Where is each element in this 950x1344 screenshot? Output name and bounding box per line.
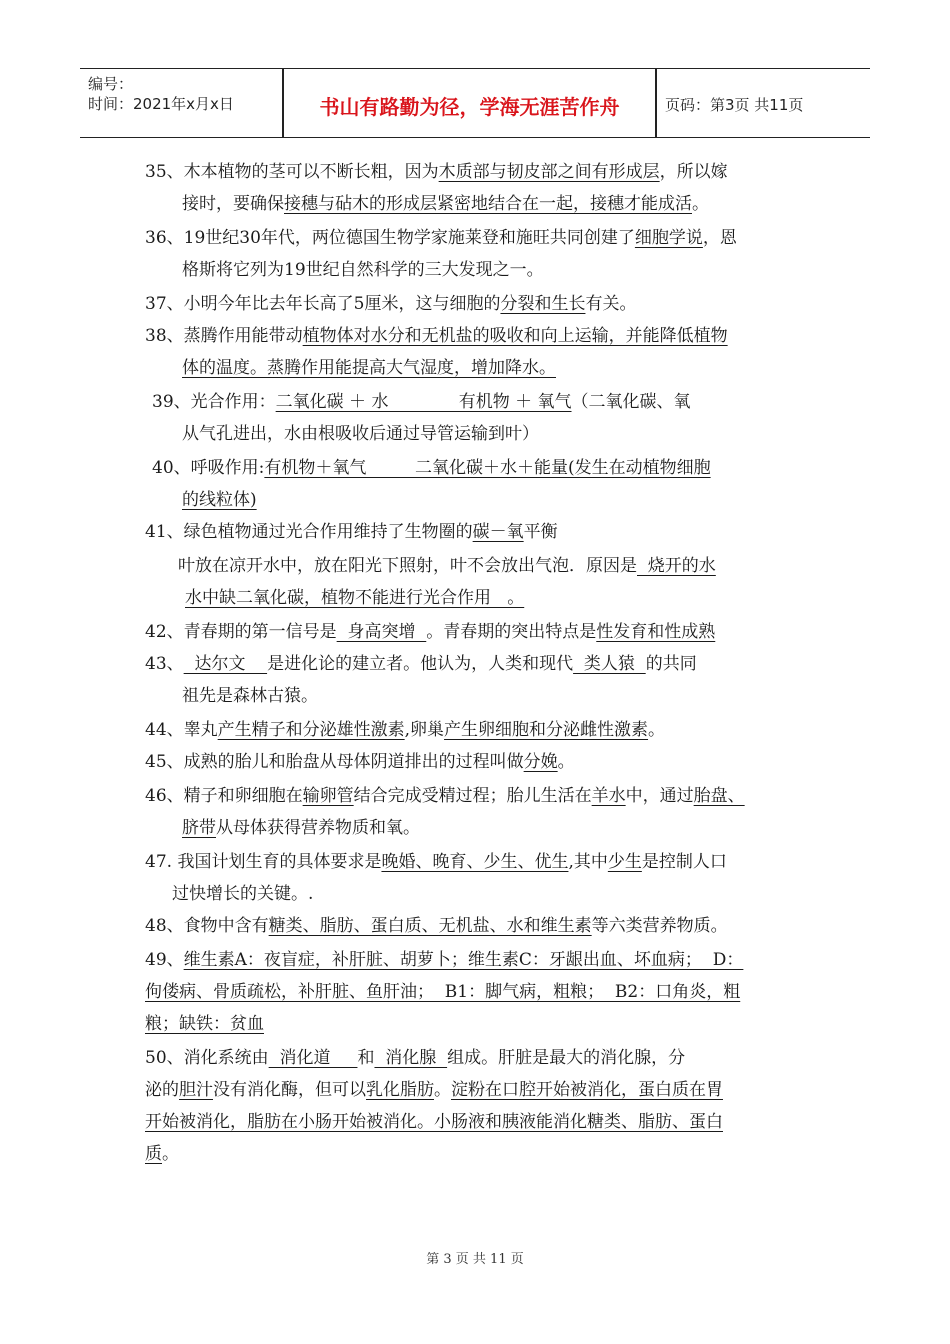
underlined-answer: 产生卵细胞和分泌雌性激素 xyxy=(444,720,649,740)
underlined-answer: 有机物＋氧气 二氧化碳＋水＋能量(发生在动植物细胞 xyxy=(264,458,711,478)
text-segment: 42、青春期的第一信号是 xyxy=(145,622,337,642)
text-line xyxy=(152,456,711,480)
text-segment: 的共同 xyxy=(645,654,697,674)
underlined-answer: 性发育和性成熟 xyxy=(596,622,716,642)
text-segment: 组成。肝脏是最大的消化腺，分 xyxy=(447,1048,686,1068)
underlined-answer: 消化道 xyxy=(268,1048,358,1068)
underlined-answer: 身高突增 xyxy=(336,622,427,642)
text-segment: 。 xyxy=(162,1144,179,1164)
text-segment: 过快增长的关键。. xyxy=(172,884,314,904)
underlined-answer: 质 xyxy=(145,1144,162,1164)
text-segment: 43、 xyxy=(145,654,184,674)
text-line xyxy=(182,422,539,446)
text-segment: 35、木本植物的茎可以不断长粗，因为 xyxy=(145,162,439,182)
text-segment: 等六类营养物质。 xyxy=(591,916,728,936)
text-segment: 37、小明今年比去年长高了5厘米，这与细胞的 xyxy=(145,294,501,314)
text-line xyxy=(145,750,575,774)
text-segment: 48、食物中含有 xyxy=(145,916,269,936)
text-segment: 50、消化系统由 xyxy=(145,1048,269,1068)
text-segment: 祖先是森林古猿。 xyxy=(182,686,318,706)
underlined-answer: 的线粒体) xyxy=(182,490,257,510)
text-segment: 平衡 xyxy=(523,522,558,542)
text-segment: 和 xyxy=(357,1048,375,1068)
underlined-answer: 二氧化碳 ＋ 水 有机物 ＋ 氧气 xyxy=(275,392,572,412)
text-segment: 从母体获得营养物质和氧。 xyxy=(216,818,420,838)
text-line xyxy=(145,718,665,742)
page-header xyxy=(80,68,870,138)
underlined-answer: 木质部与韧皮部之间有形成层 xyxy=(438,162,660,182)
text-line xyxy=(145,324,728,348)
text-line xyxy=(185,586,524,610)
number-label: 编号： xyxy=(88,75,134,93)
text-segment: 。 xyxy=(648,720,666,740)
text-line xyxy=(145,1012,264,1036)
underlined-answer: 消化腺 xyxy=(374,1048,448,1068)
text-line xyxy=(182,684,318,708)
text-line xyxy=(145,1078,723,1102)
text-segment: 。 xyxy=(434,1080,451,1100)
text-line xyxy=(182,488,257,512)
underlined-answer: 达尔文 xyxy=(183,654,268,674)
text-segment: 泌的 xyxy=(145,1080,179,1100)
underlined-answer: 粮；缺铁：贫血 xyxy=(145,1014,264,1034)
text-segment: 38、蒸腾作用能带动 xyxy=(145,326,303,346)
text-segment: 。 xyxy=(557,752,575,772)
text-segment: 44、睾丸 xyxy=(145,720,218,740)
text-line xyxy=(182,192,709,216)
text-line xyxy=(145,1142,179,1166)
text-line xyxy=(172,882,313,906)
text-segment: ,其中 xyxy=(568,852,608,872)
text-line xyxy=(145,620,715,644)
text-segment: 41、绿色植物通过光合作用维持了生物圈的 xyxy=(145,522,473,542)
text-segment: 有关。 xyxy=(585,294,637,314)
text-line xyxy=(145,160,728,184)
underlined-answer: 开始被消化，脂肪在小肠开始被消化。小肠液和胰液能消化糖类、脂肪、蛋白 xyxy=(145,1112,723,1132)
text-segment: 叶放在凉开水中，放在阳光下照射，叶不会放出气泡．原因是 xyxy=(178,556,637,576)
text-line xyxy=(145,1046,685,1070)
underlined-answer: 分娩 xyxy=(523,752,558,772)
underlined-answer: 佝偻病、骨质疏松，补肝脏、鱼肝油； B1：脚气病，粗粮； B2：口角炎，粗 xyxy=(145,982,741,1002)
underlined-answer: 植物体对水分和无机盐的吸收和向上运输，并能降低植物 xyxy=(302,326,728,346)
text-line xyxy=(145,652,697,676)
header-info xyxy=(88,69,284,137)
text-line xyxy=(145,980,740,1004)
underlined-answer: 少生 xyxy=(607,852,642,872)
text-segment: 格斯将它列为19世纪自然科学的三大发现之一。 xyxy=(182,260,544,280)
text-line xyxy=(145,226,737,250)
text-segment: ,卵巢 xyxy=(404,720,445,740)
underlined-answer: 羊水 xyxy=(591,786,626,806)
text-segment: 是进化论的建立者。他认为，人类和现代 xyxy=(267,654,574,674)
text-line xyxy=(145,850,727,874)
text-line xyxy=(145,784,745,808)
underlined-answer: 胎盘、 xyxy=(693,786,745,806)
underlined-answer: 碳－氧 xyxy=(472,522,524,542)
text-line xyxy=(152,390,691,414)
page-footer: 第 3 页 共 11 页 xyxy=(426,1252,524,1267)
header-divider xyxy=(655,69,657,137)
underlined-answer: 淀粉在口腔开始被消化，蛋白质在胃 xyxy=(451,1080,723,1100)
text-line xyxy=(145,292,636,316)
text-segment: ，所以嫁 xyxy=(659,162,728,182)
header-motto: 书山有路勤为径，学海无涯苦作舟 xyxy=(319,95,620,119)
text-segment: 。青春期的突出特点是 xyxy=(426,622,597,642)
text-segment: 从气孔进出，水由根吸收后通过导管运输到叶） xyxy=(182,424,539,444)
underlined-answer: 细胞学说 xyxy=(634,228,703,248)
text-line xyxy=(145,1110,723,1134)
text-segment: 中，通过 xyxy=(625,786,694,806)
underlined-answer: 维生素A：夜盲症，补肝脏、胡萝卜；维生素C：牙龈出血、坏血病； D： xyxy=(183,950,744,970)
text-line xyxy=(182,356,556,380)
underlined-answer: 胆汁 xyxy=(179,1080,213,1100)
text-segment: ，恩 xyxy=(702,228,737,248)
underlined-answer: 接穗与砧木的形成层紧密地结合在一起，接穗才能成活 xyxy=(284,194,692,214)
text-segment: 接时，要确保 xyxy=(182,194,284,214)
underlined-answer: 脐带 xyxy=(182,818,216,838)
underlined-answer: 烧开的水 xyxy=(637,556,716,576)
underlined-answer: 体的温度。蒸腾作用能提高大气湿度，增加降水。 xyxy=(182,358,556,378)
underlined-answer: 类人猿 xyxy=(573,654,646,674)
text-segment: 36、19世纪30年代，两位德国生物学家施莱登和施旺共同创建了 xyxy=(145,228,635,248)
underlined-answer: 水中缺二氧化碳，植物不能进行光合作用 。 xyxy=(185,588,525,608)
header-page-label: 页码：第3页 共11页 xyxy=(665,96,804,114)
underlined-answer: 乳化脂肪 xyxy=(366,1080,434,1100)
text-line xyxy=(178,554,716,578)
date-label: 时间：2021年x月x日 xyxy=(88,95,234,113)
text-segment: 45、成熟的胎儿和胎盘从母体阴道排出的过程叫做 xyxy=(145,752,524,772)
underlined-answer: 产生精子和分泌雄性激素 xyxy=(217,720,405,740)
text-line xyxy=(182,258,544,282)
text-line xyxy=(145,914,728,938)
text-segment: 。 xyxy=(692,194,709,214)
text-segment: 47. 我国计划生育的具体要求是 xyxy=(145,852,382,872)
text-line xyxy=(145,520,558,544)
text-segment: 没有消化酶，但可以 xyxy=(213,1080,366,1100)
text-segment: 39、光合作用： xyxy=(152,392,276,412)
underlined-answer: 输卵管 xyxy=(302,786,354,806)
text-segment: 46、精子和卵细胞在 xyxy=(145,786,303,806)
underlined-answer: 分裂和生长 xyxy=(500,294,586,314)
text-segment: 是控制人口 xyxy=(641,852,727,872)
text-segment: 49、 xyxy=(145,950,184,970)
text-segment: 结合完成受精过程；胎儿生活在 xyxy=(353,786,592,806)
text-segment: （二氧化碳、氧 xyxy=(571,392,691,412)
text-segment: 40、呼吸作用: xyxy=(152,458,265,478)
text-line xyxy=(145,948,743,972)
underlined-answer: 糖类、脂肪、蛋白质、无机盐、水和维生素 xyxy=(268,916,592,936)
text-line xyxy=(182,816,420,840)
underlined-answer: 晚婚、晚育、少生、优生 xyxy=(381,852,569,872)
